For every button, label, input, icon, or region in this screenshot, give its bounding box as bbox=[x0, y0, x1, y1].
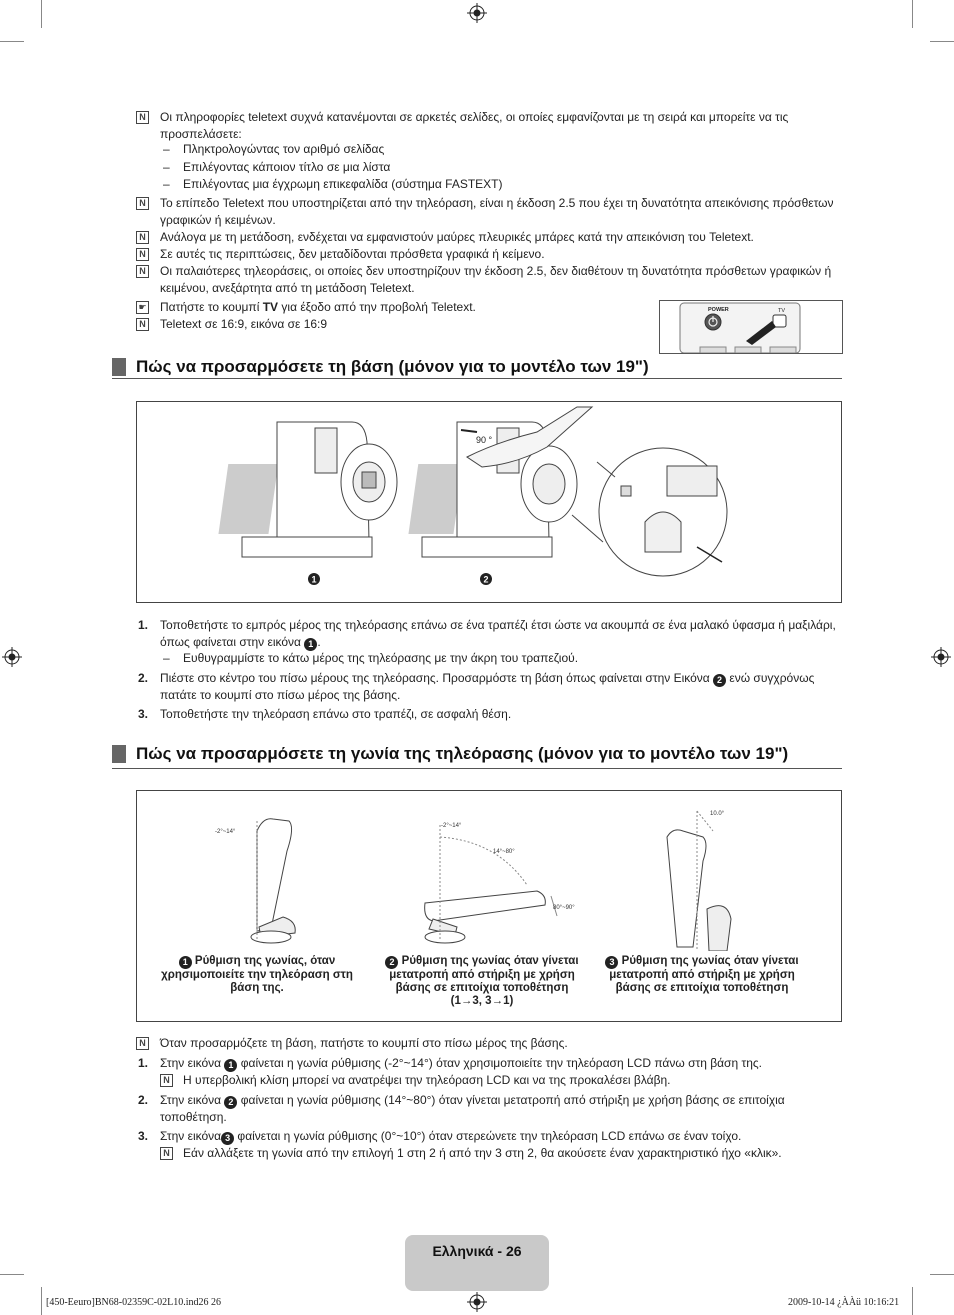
angle-label: -2°~14° bbox=[215, 829, 236, 835]
tv-note: Πατήστε το κουμπί TV για έξοδο από την προβολή Teletext. bbox=[160, 300, 476, 314]
section-title: Πώς να προσαρμόσετε τη γωνία της τηλεόρασης (μόνον για το μοντέλο των 19") bbox=[136, 744, 789, 763]
figure-number: 1 bbox=[311, 574, 317, 585]
note-icon: N bbox=[136, 231, 149, 244]
crop-mark bbox=[912, 1287, 913, 1315]
note-icon: N bbox=[136, 197, 149, 210]
step-number: 3. bbox=[138, 1129, 149, 1143]
note-text: Η υπερβολική κλίση μπορεί να ανατρέψει την τηλεόραση LCD και να της προκαλέσει βλάβη. bbox=[183, 1073, 671, 1087]
note-icon: N bbox=[160, 1074, 173, 1087]
footer-timestamp: 2009-10-14 ¿ÀÀü 10:16:21 bbox=[788, 1297, 900, 1308]
note-icon: N bbox=[136, 265, 149, 278]
divider bbox=[112, 768, 842, 769]
figure-ref-badge: 3 bbox=[221, 1132, 234, 1145]
dash-bullet: – bbox=[163, 142, 170, 156]
figure-ref-badge: 2 bbox=[224, 1096, 237, 1109]
stand-assembly-illustration bbox=[137, 402, 841, 602]
dash-bullet: – bbox=[163, 651, 170, 665]
note-text: Το επίπεδο Teletext που υποστηρίζεται από την τηλεόραση, είναι η έκδοση 2.5 που έχει τη δυνατότητα απεικόνισης πρόσθετων γραφικών ή κειμένων. bbox=[160, 196, 834, 227]
figure-ref-badge: 2 bbox=[713, 674, 726, 687]
figure-caption: 2 Ρύθμιση της γωνίας όταν γίνεται μετατροπή από στήριξη με χρήση βάσης σε επιτοίχια τοποθέτηση (1→3, 3→1) bbox=[382, 955, 582, 1008]
crop-mark bbox=[930, 41, 954, 42]
registration-mark-icon bbox=[467, 3, 487, 23]
note-text: Όταν προσαρμόζετε τη βάση, πατήστε το κουμπί στο πίσω μέρος της βάσης. bbox=[160, 1036, 568, 1050]
crop-mark bbox=[930, 1274, 954, 1275]
step-text: Στην εικόνα 2 φαίνεται η γωνία ρύθμισης (14°~80°) όταν γίνεται μετατροπή από στήριξη με χρήση βάσης σε επιτοίχια τοποθέτηση. bbox=[160, 1093, 785, 1124]
step-number: 2. bbox=[138, 1093, 149, 1107]
angle-label: 10.0° bbox=[710, 811, 725, 817]
remote-drawing bbox=[660, 301, 842, 353]
step-number: 2. bbox=[138, 671, 149, 685]
figure-ref-badge: 1 bbox=[179, 956, 192, 969]
figure-number: 2 bbox=[483, 574, 489, 585]
figure-caption: 3 Ρύθμιση της γωνίας όταν γίνεται μετατροπή από στήριξη με χρήση βάσης σε επιτοίχια τοποθέτηση bbox=[602, 955, 802, 995]
registration-mark-icon bbox=[2, 647, 22, 667]
figure-ref-badge: 1 bbox=[224, 1059, 237, 1072]
note-text: Σε αυτές τις περιπτώσεις, δεν μεταδίδονται πρόσθετα γραφικά ή κείμενο. bbox=[160, 247, 545, 261]
angle-label: 14°~80° bbox=[493, 849, 515, 855]
step-subitem: Ευθυγραμμίστε το κάτω μέρος της τηλεόρασης με την άκρη του τραπεζιού. bbox=[183, 651, 579, 665]
angle-label: 80°~90° bbox=[553, 905, 575, 911]
step-text: Στην εικόνα 1 φαίνεται η γωνία ρύθμισης (-2°~14°) όταν χρησιμοποιείτε την τηλεόραση LCD πάνω στη βάση της. bbox=[160, 1056, 763, 1070]
angle-adjustment-illustration bbox=[137, 791, 841, 951]
figure-ref-badge: 3 bbox=[605, 956, 618, 969]
divider bbox=[112, 378, 842, 379]
note-text: Εάν αλλάξετε τη γωνία από την επιλογή 1 στη 2 ή από την 3 στη 2, θα ακούσετε έναν χαρακτηριστικό ήχο «κλικ». bbox=[183, 1146, 782, 1160]
list-item: Πληκτρολογώντας τον αριθμό σελίδας bbox=[183, 142, 385, 156]
step-text: Στην εικόνα 3 φαίνεται η γωνία ρύθμισης (0°~10°) όταν στερεώνετε την τηλεόραση LCD επάνω σε έναν τοίχο. bbox=[160, 1129, 742, 1143]
note-icon: N bbox=[136, 1037, 149, 1050]
note-text: Teletext σε 16:9, εικόνα σε 16:9 bbox=[160, 317, 328, 331]
step-number: 1. bbox=[138, 618, 149, 632]
hand-icon: ☛ bbox=[136, 301, 149, 314]
footer-file-info: [450-Eeuro]BN68-02359C-02L10.ind26 26 bbox=[46, 1297, 221, 1308]
angle-figure bbox=[136, 790, 842, 1022]
note-icon: N bbox=[136, 318, 149, 331]
power-label: POWER bbox=[708, 307, 729, 313]
note-icon: N bbox=[136, 111, 149, 124]
tv-button-icon bbox=[773, 315, 786, 327]
remote-illustration bbox=[659, 300, 843, 354]
dash-bullet: – bbox=[163, 160, 170, 174]
note-text: Ανάλογα με τη μετάδοση, ενδέχεται να εμφανιστούν μαύρες πλευρικές μπάρες κατά την απεικόνιση του Teletext. bbox=[160, 230, 754, 244]
note-icon: N bbox=[136, 248, 149, 261]
crop-mark bbox=[0, 1274, 24, 1275]
note-text: Οι πληροφορίες teletext συχνά κατανέμονται σε αρκετές σελίδες, οι οποίες εμφανίζονται με τη σειρά και μπορείτε να τις προσπελάσετε: bbox=[160, 110, 789, 141]
registration-mark-icon bbox=[467, 1292, 487, 1312]
step-number: 3. bbox=[138, 707, 149, 721]
page-number: Ελληνικά - 26 bbox=[432, 1243, 522, 1259]
section-marker bbox=[112, 358, 126, 376]
dash-bullet: – bbox=[163, 177, 170, 191]
registration-mark-icon bbox=[931, 647, 951, 667]
crop-mark bbox=[41, 0, 42, 28]
list-item: Επιλέγοντας μια έγχρωμη επικεφαλίδα (σύστημα FASTEXT) bbox=[183, 177, 503, 191]
step-text: Τοποθετήστε το εμπρός μέρος της τηλεόρασης επάνω σε ένα τραπέζι έτσι ώστε να ακουμπά σε ένα μαλακό ύφασμα ή μαξιλάρι, όπως φαίνεται στην εικόνα 1 . bbox=[160, 618, 836, 649]
figure-ref-badge: 1 bbox=[304, 638, 317, 651]
angle-label: 90 ° bbox=[476, 435, 493, 445]
step-text: Τοποθετήστε την τηλεόραση επάνω στο τραπέζι, σε ασφαλή θέση. bbox=[160, 707, 512, 721]
step-text: Πιέστε στο κέντρο του πίσω μέρους της τηλεόρασης. Προσαρμόστε τη βάση όπως φαίνεται στην Εικόνα 2 ενώ συγχρόνως πατάτε το κουμπί στο πίσω μέρος της βάσης. bbox=[160, 671, 815, 702]
note-text: Οι παλαιότερες τηλεοράσεις, οι οποίες δεν υποστηρίζουν την έκδοση 2.5, δεν διαθέτουν τη δυνατότητα πρόσθετων γραφικών ή κειμένου, ανεξάρτητα από τη μετάδοση Teletext. bbox=[160, 264, 832, 295]
stand-figure bbox=[136, 401, 842, 603]
note-icon: N bbox=[160, 1147, 173, 1160]
crop-mark bbox=[912, 0, 913, 28]
angle-label: -2°~14° bbox=[441, 823, 462, 829]
crop-mark bbox=[0, 41, 24, 42]
figure-ref-badge: 2 bbox=[385, 956, 398, 969]
figure-caption: 1 Ρύθμιση της γωνίας, όταν χρησιμοποιείτε την τηλεόραση στη βάση της. bbox=[161, 955, 353, 994]
section-title: Πώς να προσαρμόσετε τη βάση (μόνον για το μοντέλο των 19") bbox=[136, 357, 649, 376]
step-number: 1. bbox=[138, 1056, 149, 1070]
section-marker bbox=[112, 745, 126, 763]
list-item: Επιλέγοντας κάποιον τίτλο σε μια λίστα bbox=[183, 160, 391, 174]
crop-mark bbox=[41, 1287, 42, 1315]
tv-label: TV bbox=[778, 308, 786, 314]
